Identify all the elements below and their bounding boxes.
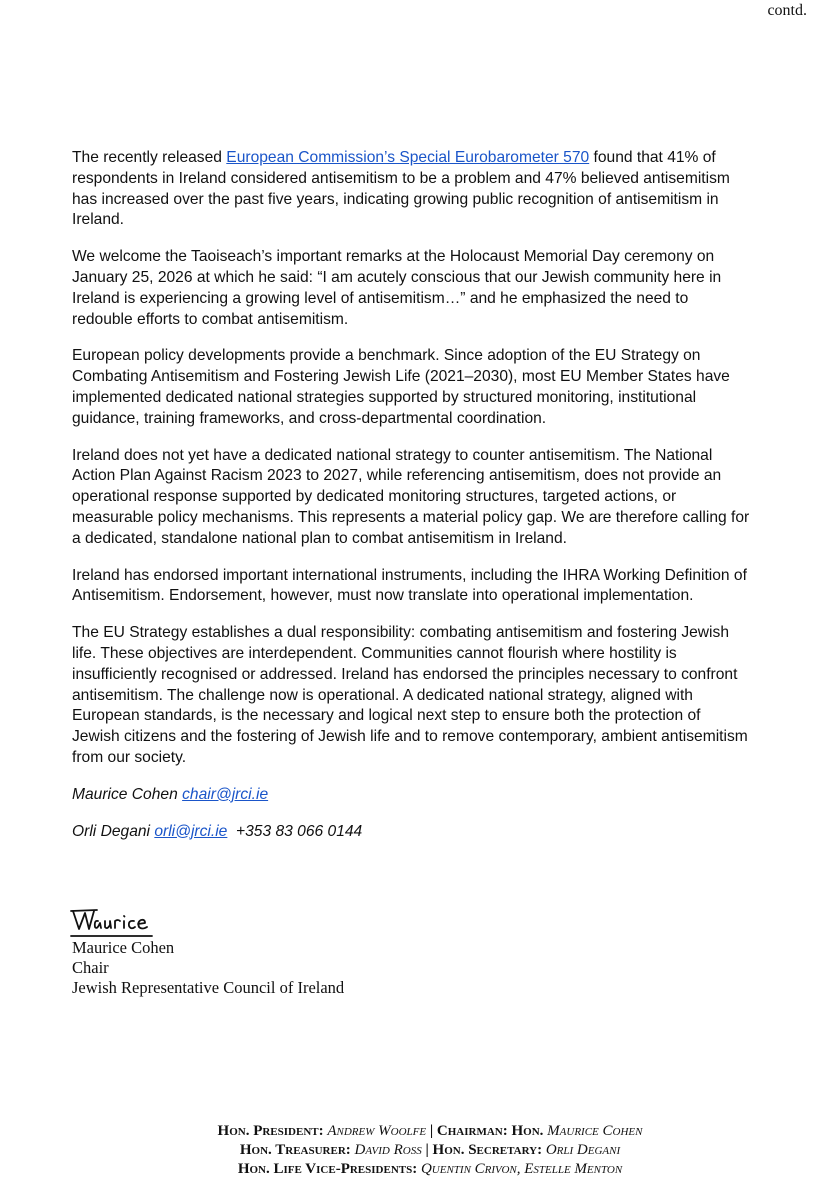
officer-name: Maurice Cohen <box>547 1123 643 1139</box>
paragraph-ihra: Ireland has endorsed important international instruments, including the IHRA Working Definition of Antisemitism. Endorsement, however, must now translate into operational implementation. <box>72 566 747 605</box>
contact-maurice <box>72 785 752 806</box>
contact-name: Maurice Cohen <box>72 785 178 803</box>
paragraph-benchmark: European policy developments provide a benchmark. Since adoption of the EU Strategy on Combating Antisemitism and Fostering Jewish Life (2021–2030), most EU Member States have implemented dedicated national strategies supported by structured monitoring, institutional guidance, training frameworks, and cross-departmental coordination. <box>72 347 730 427</box>
officer-role: Hon. Treasurer <box>239 1142 346 1158</box>
footer-line: Hon. Life Vice-Presidents: Quentin Crivon, Estelle Menton <box>237 1161 623 1177</box>
officer-name: Orli Degani <box>545 1142 621 1158</box>
signatory-title: Chair <box>72 958 109 977</box>
footer-line: Hon. President: Andrew Woolfe | Chairman: Hon. Maurice Cohen <box>217 1123 643 1139</box>
officer-role: Hon. Secretary <box>432 1142 538 1158</box>
officer-name: Andrew Woolfe <box>327 1123 427 1139</box>
footer-line: Hon. Treasurer: David Ross | Hon. Secretary: Orli Degani <box>239 1142 621 1158</box>
signature-block <box>72 938 344 998</box>
officer-role: Chairman <box>436 1123 503 1139</box>
contact-phone: +353 83 066 0144 <box>236 822 363 840</box>
paragraph-policy-gap: Ireland does not yet have a dedicated national strategy to counter antisemitism. The National Action Plan Against Racism 2023 to 2027, while referencing antisemitism, does not provide an operational response supported by dedicated monitoring structures, targeted actions, or measurable policy mechanisms. This represents a material policy gap. We are therefore calling for a dedicated, standalone national plan to combat antisemitism in Ireland. <box>72 446 750 547</box>
eurobarometer-link[interactable]: European Commission’s Special Eurobarometer 570 <box>226 149 590 166</box>
officer-name: David Ross <box>354 1142 422 1158</box>
officer-role: Hon. Life Vice-Presidents <box>237 1161 413 1177</box>
paragraph-taoiseach: We welcome the Taoiseach’s important remarks at the Holocaust Memorial Day ceremony on January 25, 2026 at which he said: “I am acutely conscious that our Jewish community here in Ireland is experiencing a growing level of antisemitism…” and he emphasized the need to redouble efforts to combat antisemitism. <box>72 248 722 328</box>
signatory-organization: Jewish Representative Council of Ireland <box>72 978 345 997</box>
signature-graphic <box>70 905 160 939</box>
signatory-name: Maurice Cohen <box>72 938 175 957</box>
paragraph-dual-responsibility: The EU Strategy establishes a dual responsibility: combating antisemitism and fostering Jewish life. These objectives are interdependent. Communities cannot flourish where hostility is insufficiently recognised or addressed. Ireland has endorsed the principles necessary to confront antisemitism. The challenge now is operational. A dedicated national strategy, aligned with European standards, is the necessary and logical next step to ensure both the protection of Jewish citizens and the fostering of Jewish life and to remove contemporary, ambient antisemitism from our society. <box>72 624 748 766</box>
contact-email-link[interactable]: orli@jrci.ie <box>154 822 228 840</box>
contact-orli <box>72 822 752 843</box>
contd-marker: contd. <box>767 2 807 19</box>
officer-name: Quentin Crivon, Estelle Menton <box>420 1161 623 1177</box>
contact-name: Orli Degani <box>72 822 150 840</box>
officer-honorific: Hon. <box>511 1123 544 1139</box>
letter-body <box>72 148 752 858</box>
paragraph-text: found that 41% of respondents in Ireland considered antisemitism to be a problem and 47% believed antisemitism has increased over the past five years, indicating growing public recognition of antisemitism in Ireland. <box>72 149 730 229</box>
paragraph-text: The recently released <box>72 149 227 166</box>
officer-role: Hon. President <box>217 1123 319 1139</box>
officers-footer <box>120 1122 740 1179</box>
paragraph-eurobarometer <box>72 148 752 231</box>
contact-email-link[interactable]: chair@jrci.ie <box>182 785 269 803</box>
